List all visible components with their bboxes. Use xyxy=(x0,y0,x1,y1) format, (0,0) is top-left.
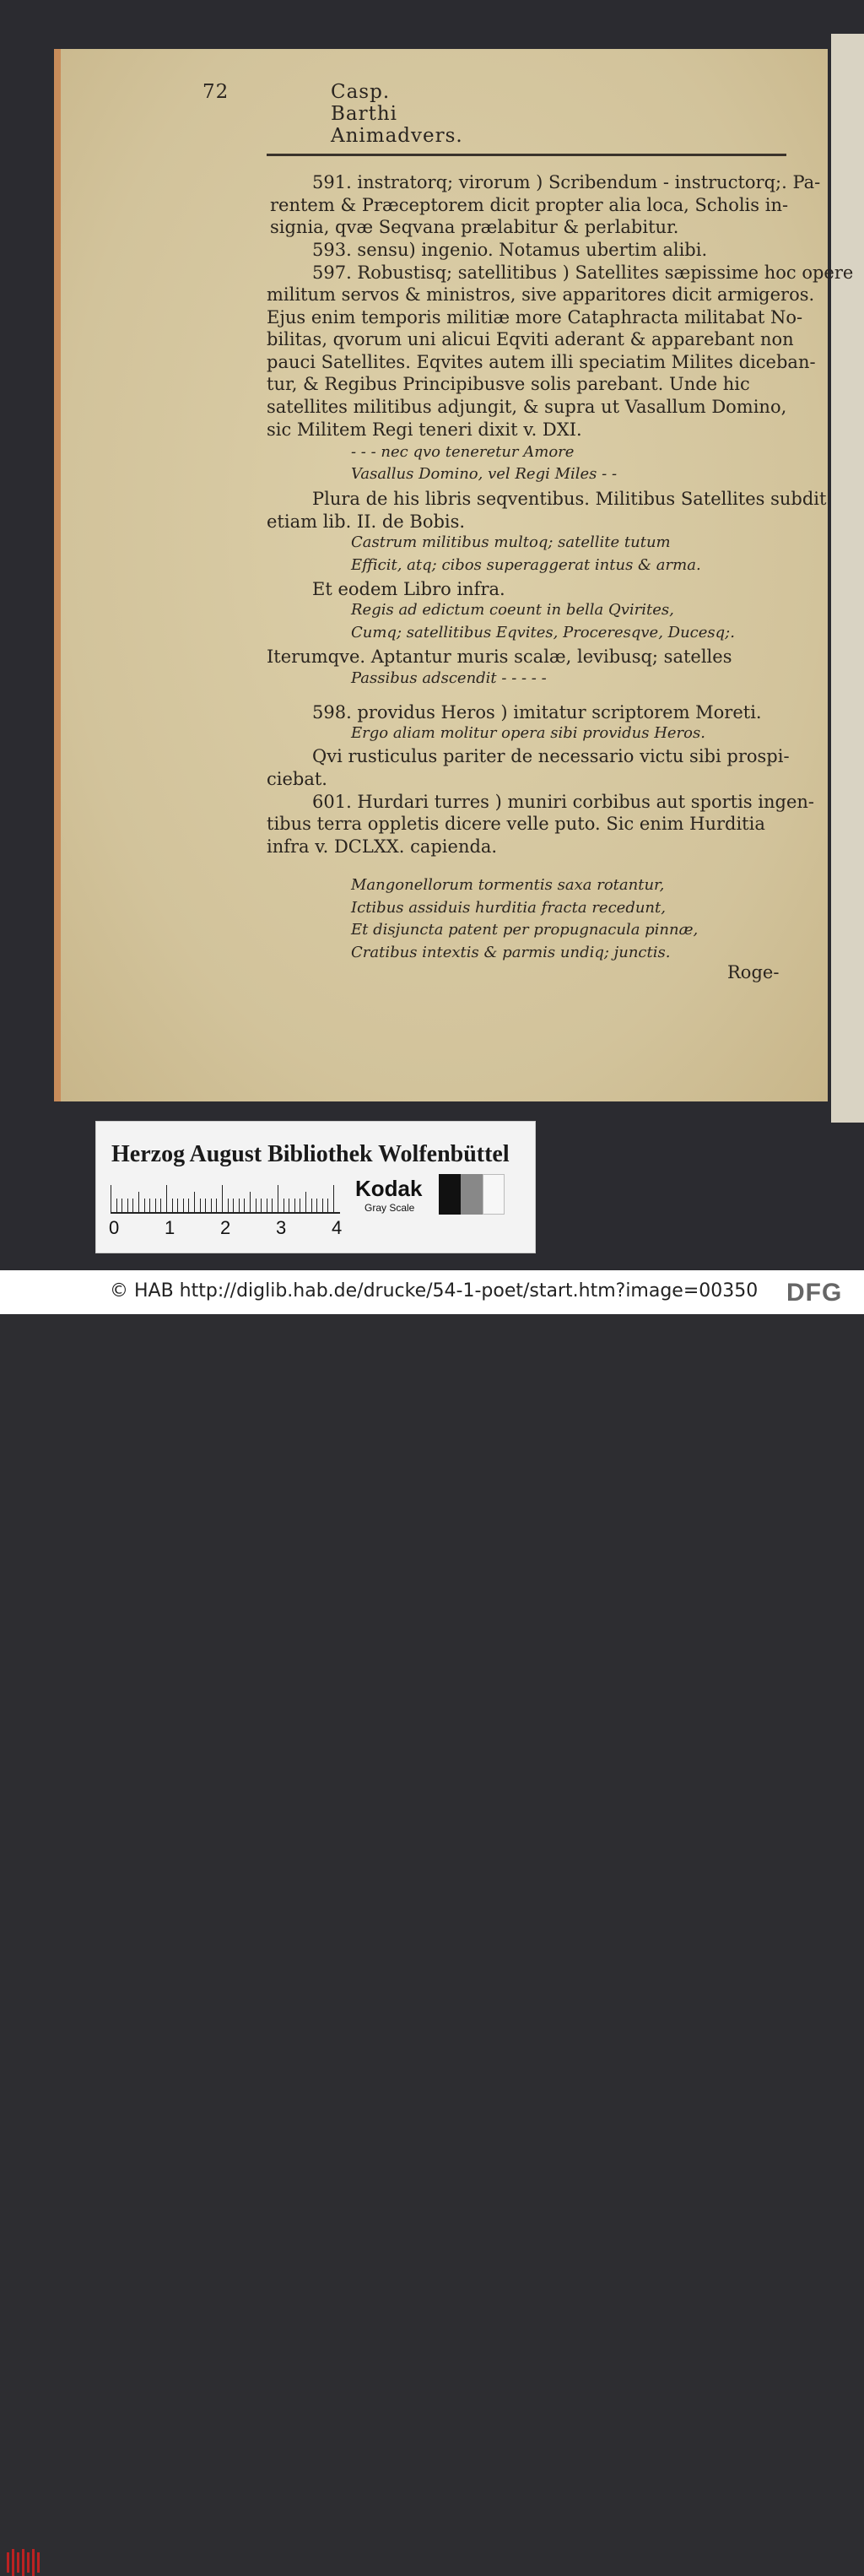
text-line: 597. Robustisq; satellitibus ) Satellites sæpissime hoc opere xyxy=(312,262,854,283)
gray-scale-label: Gray Scale xyxy=(364,1202,415,1214)
text-line: 591. instratorq; virorum ) Scribendum - instructorq;. Pa- xyxy=(312,172,821,192)
running-head: Casp. Barthi Animadvers. xyxy=(331,81,463,147)
ruler-tick xyxy=(305,1192,306,1212)
ruler-number: 1 xyxy=(165,1217,176,1238)
ruler-tick xyxy=(188,1199,189,1212)
text-line: Cumq; satellitibus Eqvites, Proceresqve, Ducesq;. xyxy=(351,624,735,641)
text-line: Regis ad edictum coeunt in bella Qvirites, xyxy=(351,601,674,619)
ruler-tick xyxy=(272,1199,273,1212)
ruler-number: 0 xyxy=(109,1217,120,1238)
ruler-number: 3 xyxy=(276,1217,287,1238)
gray-patch-mid xyxy=(461,1174,483,1215)
ruler-tick xyxy=(233,1199,234,1212)
ruler-tick xyxy=(316,1199,317,1212)
kodak-logo: Kodak xyxy=(355,1176,423,1201)
text-line: rentem & Præceptorem dicit propter alia loca, Scholis in- xyxy=(270,195,789,215)
ruler-tick xyxy=(166,1185,167,1212)
library-name: Herzog August Bibliothek Wolfenbüttel xyxy=(111,1141,510,1167)
ruler-tick xyxy=(250,1192,251,1212)
ruler-tick xyxy=(244,1199,245,1212)
text-line: Passibus adscendit - - - - - xyxy=(351,669,547,687)
ruler-tick xyxy=(138,1192,139,1212)
text-line: Et disjuncta patent per propugnacula pinnæ, xyxy=(351,921,699,939)
text-line: 593. sensu) ingenio. Notamus ubertim alibi. xyxy=(312,240,708,260)
ruler-tick xyxy=(194,1192,195,1212)
facing-page-edge xyxy=(831,34,864,1123)
text-line: Et eodem Libro infra. xyxy=(312,579,505,599)
header-rule xyxy=(267,154,786,156)
text-line: Ergo aliam molitur opera sibi providus Heros. xyxy=(351,724,705,742)
ruler-tick xyxy=(261,1199,262,1212)
ruler-tick xyxy=(327,1199,328,1212)
text-line: Ejus enim temporis militiæ more Cataphracta militabat No- xyxy=(267,307,803,327)
ruler-tick xyxy=(333,1185,334,1212)
text-line: 601. Hurdari turres ) muniri corbibus aut sportis ingen- xyxy=(312,792,815,812)
text-line: Plura de his libris seqventibus. Militibus Satellites subdit xyxy=(312,489,827,509)
text-line: tur, & Regibus Principibusve solis parebant. Unde hic xyxy=(267,374,750,394)
text-line: 598. providus Heros ) imitatur scriptorem Moreti. xyxy=(312,702,762,722)
ruler-tick xyxy=(228,1199,229,1212)
text-line: Efficit, atq; cibos superaggerat intus & arma. xyxy=(351,556,701,574)
gray-patch-black xyxy=(439,1174,461,1215)
ruler-tick xyxy=(183,1199,184,1212)
scale-ruler xyxy=(111,1183,340,1214)
ruler-tick xyxy=(177,1199,178,1212)
ruler-tick xyxy=(205,1199,206,1212)
ruler-tick xyxy=(222,1185,223,1212)
text-line: bilitas, qvorum uni alicui Eqviti aderant & apparebant non xyxy=(267,329,794,349)
text-line: ciebat. xyxy=(267,769,327,789)
ruler-tick xyxy=(127,1199,128,1212)
text-line: Iterumqve. Aptantur muris scalæ, levibusq; satelles xyxy=(267,647,732,667)
text-line: signia, qvæ Seqvana prælabitur & perlabitur. xyxy=(270,217,679,237)
ruler-tick xyxy=(172,1199,173,1212)
text-line: Castrum militibus multoq; satellite tutum xyxy=(351,533,671,551)
ruler-tick xyxy=(144,1199,145,1212)
gray-patch-white xyxy=(483,1174,505,1215)
page-number: 72 xyxy=(202,81,230,103)
ruler-number: 4 xyxy=(332,1217,343,1238)
ruler-tick xyxy=(239,1199,240,1212)
ruler-tick xyxy=(149,1199,150,1212)
source-link[interactable]: © HAB http://diglib.hab.de/drucke/54-1-poet/start.htm?image=00350 xyxy=(110,1280,759,1302)
ruler-tick xyxy=(116,1199,117,1212)
ruler-tick xyxy=(294,1199,295,1212)
ruler-tick xyxy=(200,1199,201,1212)
ruler-number: 2 xyxy=(220,1217,231,1238)
ruler-tick xyxy=(216,1199,217,1212)
hab-barcode-icon xyxy=(7,2549,42,2576)
text-line: Cratibus intextis & parmis undiq; junctis. xyxy=(351,944,671,961)
text-line: Qvi rusticulus pariter de necessario victu sibi prospi- xyxy=(312,746,790,766)
dfg-logo: DFG xyxy=(786,1279,843,1307)
text-line: satellites militibus adjungit, & supra ut Vasallum Domino, xyxy=(267,397,787,417)
text-line: - - - nec qvo teneretur Amore xyxy=(351,443,575,461)
text-line: Roge- xyxy=(727,962,780,982)
ruler-tick xyxy=(211,1199,212,1212)
ruler-tick xyxy=(155,1199,156,1212)
text-line: infra v. DCLXX. capienda. xyxy=(267,836,498,857)
text-line: Vasallus Domino, vel Regi Miles - - xyxy=(351,465,618,483)
text-line: etiam lib. II. de Bobis. xyxy=(267,511,466,532)
text-line: Mangonellorum tormentis saxa rotantur, xyxy=(351,876,665,894)
text-line: Ictibus assiduis hurditia fracta recedunt, xyxy=(351,899,666,917)
text-line: sic Militem Regi teneri dixit v. DXI. xyxy=(267,419,582,440)
text-line: tibus terra oppletis dicere velle puto. Sic enim Hurditia xyxy=(267,814,765,834)
ruler-tick xyxy=(311,1199,312,1212)
ruler-tick xyxy=(132,1199,133,1212)
ruler-tick xyxy=(160,1199,161,1212)
text-line: pauci Satellites. Eqvites autem illi speciatim Milites diceban- xyxy=(267,352,816,372)
ruler-tick xyxy=(322,1199,323,1212)
text-line: militum servos & ministros, sive apparitores dicit armigeros. xyxy=(267,284,815,305)
